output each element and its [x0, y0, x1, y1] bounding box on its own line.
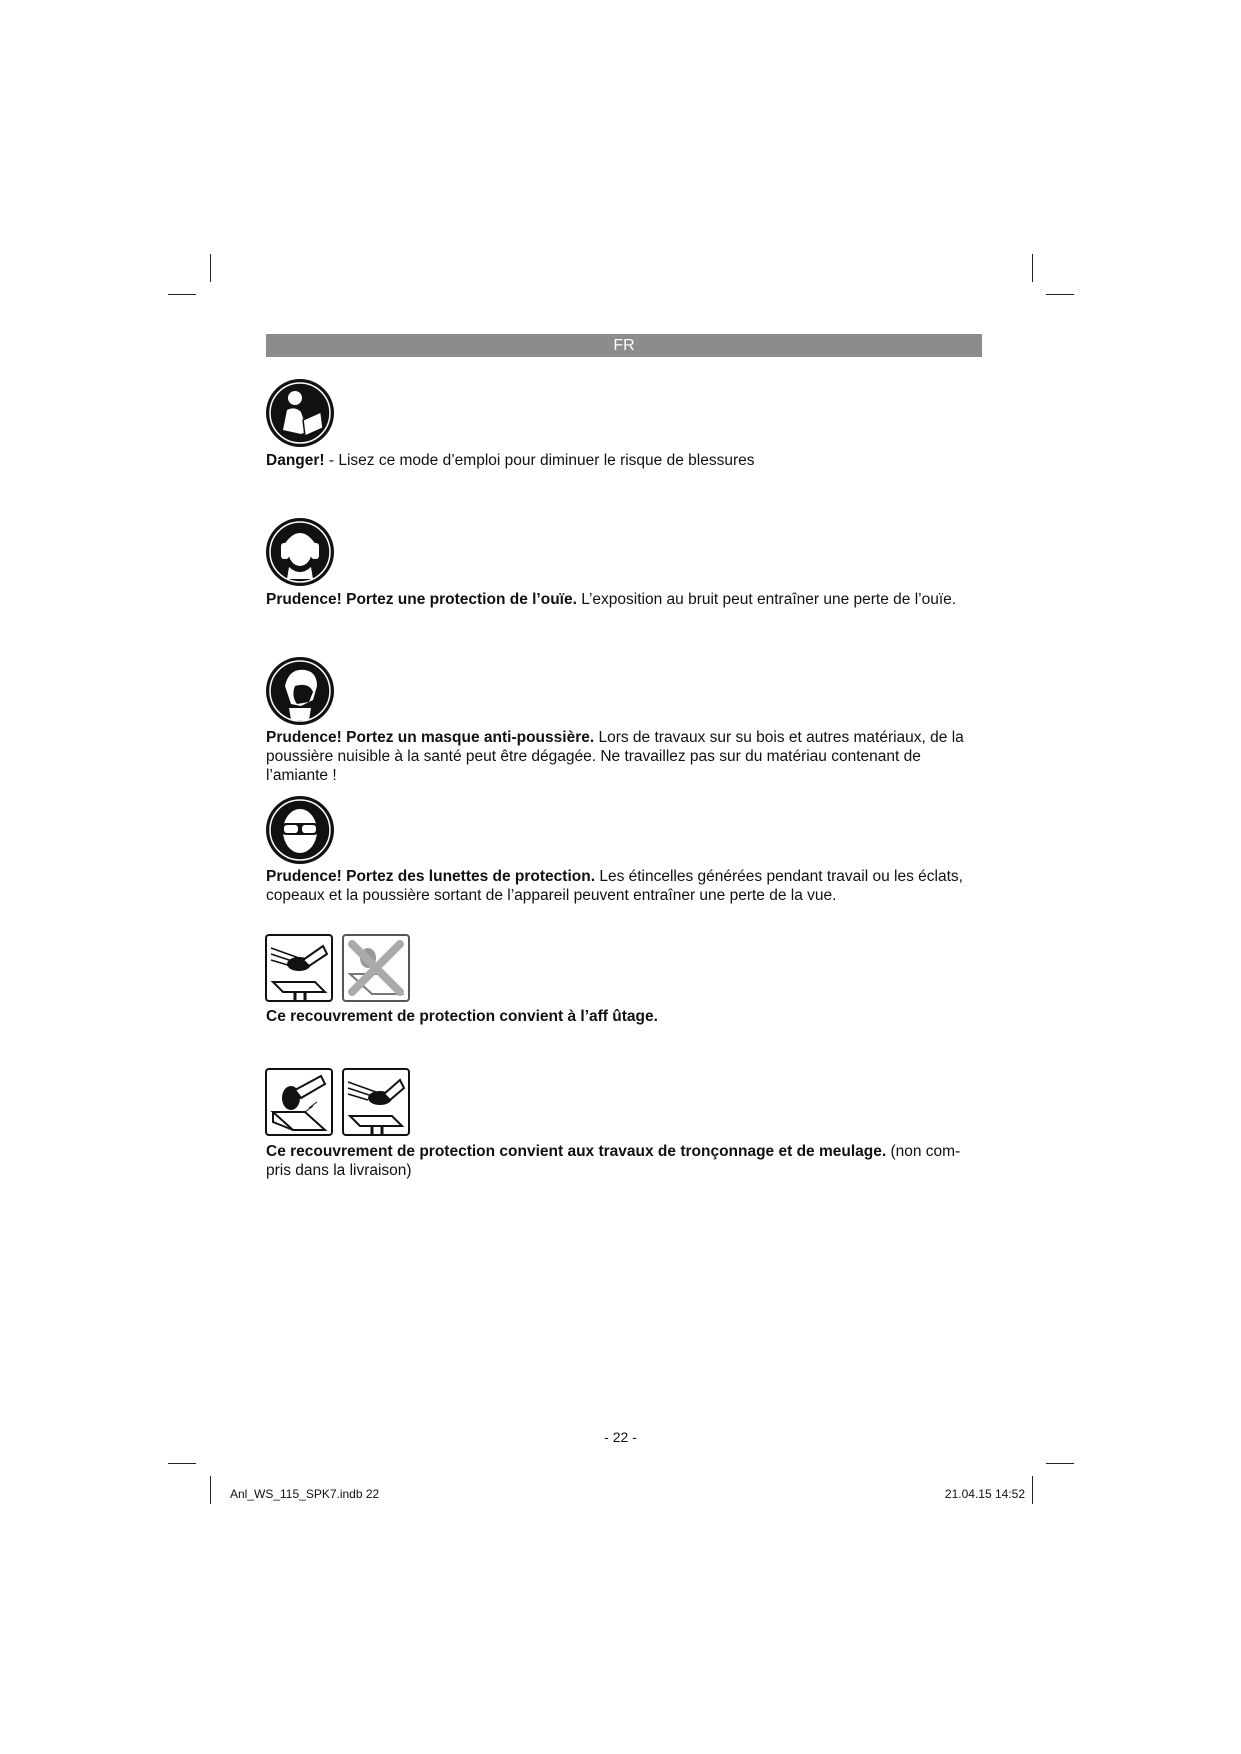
dust-mask-text: Prudence! Portez un masque anti-poussière. Lors de travaux sur su bois et autres matériaux, de la poussière nuisible à la santé peut être dégagée. Ne travaillez pas sur du matériau contenant de l’amiante ! [266, 729, 964, 784]
grinding-allowed-icon [265, 934, 333, 1002]
crop-mark-top-right-h [1046, 294, 1074, 295]
footer-date-time: 21.04.15 14:52 [944, 1487, 1025, 1501]
cutting-prohibited-icon [342, 934, 410, 1002]
footer-file-name: Anl_WS_115_SPK7.indb 22 [230, 1487, 380, 1501]
language-header-bar [266, 334, 982, 357]
cutting-grinding-guard-text: Ce recouvrement de protection convient aux travaux de tronçonnage et de meulage. (non com-pris dans la livraison) [266, 1143, 961, 1179]
cutting-allowed-icon [265, 1068, 333, 1136]
crop-mark-top-right-v [1032, 254, 1033, 282]
danger-read-manual-text: Danger! - Lisez ce mode d’emploi pour diminuer le risque de blessures [266, 452, 755, 469]
grinding-allowed-icon-2 [342, 1068, 410, 1136]
read-manual-icon [265, 378, 335, 448]
crop-mark-bottom-right-h [1046, 1463, 1074, 1464]
crop-mark-bottom-left-h [168, 1463, 196, 1464]
language-label: FR [613, 337, 635, 354]
crop-mark-top-left-h [168, 294, 196, 295]
ear-protection-icon [265, 517, 335, 587]
crop-mark-bottom-left-v [210, 1476, 211, 1504]
crop-mark-top-left-v [210, 254, 211, 282]
page-number: - 22 - [604, 1429, 637, 1445]
crop-mark-bottom-right-v [1032, 1476, 1033, 1504]
safety-glasses-text: Prudence! Portez des lunettes de protection. Les étincelles générées pendant travail ou les éclats, copeaux et la poussière sortant de l’appareil peuvent entraîner une perte de la vue. [266, 868, 963, 904]
grinding-guard-text: Ce recouvrement de protection convient à l’aff ûtage. [266, 1008, 658, 1025]
safety-glasses-icon [265, 795, 335, 865]
dust-mask-icon [265, 656, 335, 726]
hearing-protection-text: Prudence! Portez une protection de l’ouïe. L’exposition au bruit peut entraîner une perte de l’ouïe. [266, 591, 957, 608]
